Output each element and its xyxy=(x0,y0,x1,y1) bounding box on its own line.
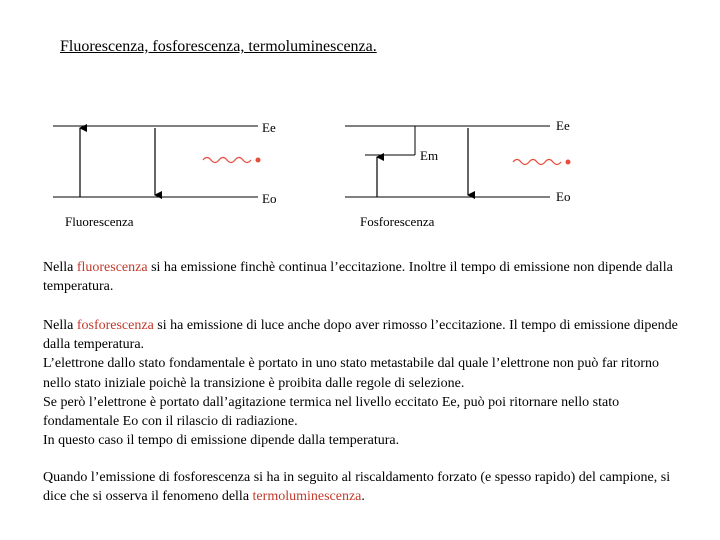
paragraph-phosphorescence: Nella fosforescenza si ha emissione di luce anche dopo aver rimosso l’eccitazione. Il tempo di emissione dipende dalla temperatura. L’elettrone dallo stato fondamentale è portato in uno stato metastabile dal quale l’elettrone non può far ritorno nello stato iniziale poichè la transizione è proibita dalle regole di selezione. Se però l’elettrone è portato dall’agitazione termica nel livello eccitato Ee, può poi ritornare nello stato fondamentale Eo con il rilascio di radiazione. In questo caso il tempo di emissione dipende dalla temperatura. xyxy=(43,318,678,449)
phosphorescence-caption: Fosforescenza xyxy=(360,214,435,229)
energy-level-diagram xyxy=(0,0,720,240)
fluorescence-eo-label: Eo xyxy=(262,191,277,206)
phosphorescence-ee-label: Ee xyxy=(556,118,570,133)
phosphorescence-eo-label: Eo xyxy=(556,189,571,204)
fluorescence-caption: Fluorescenza xyxy=(65,214,134,229)
highlight-fosforescenza: fosforescenza xyxy=(76,318,154,333)
phosphorescence-photon-icon xyxy=(513,160,561,165)
fluorescence-ee-label: Ee xyxy=(262,120,276,135)
highlight-termoluminescenza: termoluminescenza xyxy=(252,489,362,505)
fluorescence-photon-icon xyxy=(203,158,251,163)
highlight-fluorescenza: fluorescenza xyxy=(76,260,148,275)
page-title: Fluorescenza, fosforescenza, termoluminescenza. xyxy=(60,38,377,55)
paragraph-thermoluminescence: Quando l’emissione di fosforescenza si ha in seguito al riscaldamento forzato (e spesso rapido) del campione, si dice che si osserva il fenomeno della termoluminescenza. xyxy=(43,470,671,505)
paragraph-fluorescence: Nella fluorescenza si ha emissione finchè continua l’eccitazione. Inoltre il tempo di emissione non dipende dalla temperatura. xyxy=(43,260,673,295)
phosphorescence-em-label: Em xyxy=(420,148,439,163)
